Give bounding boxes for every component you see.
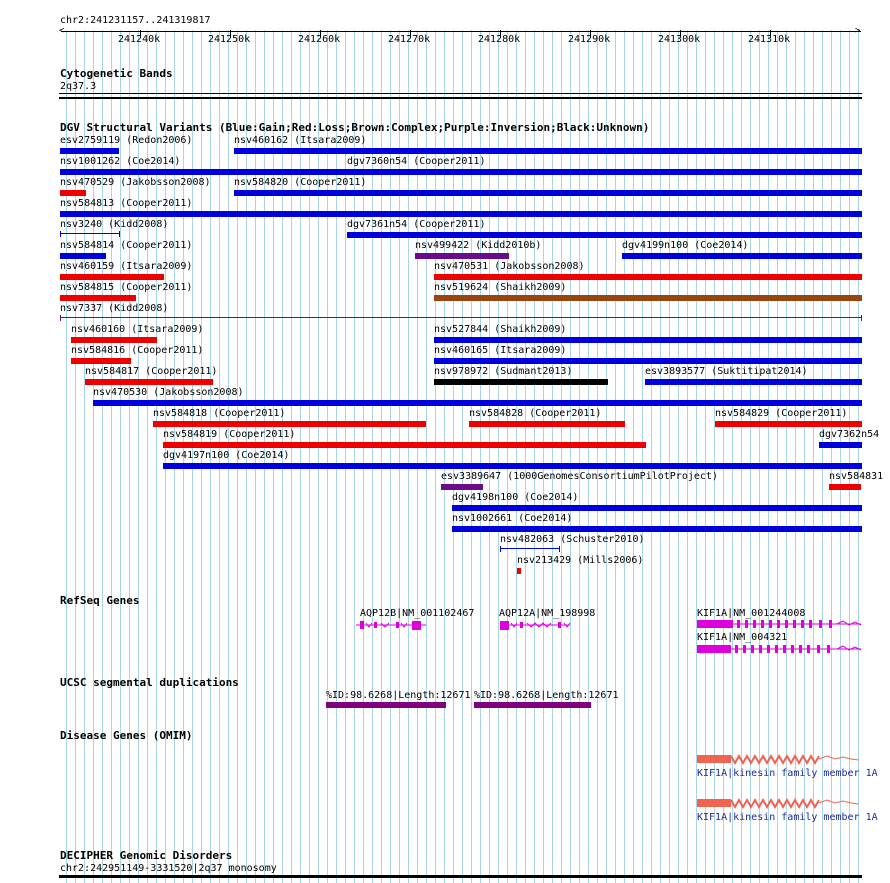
cytoband-track-title[interactable]: Cytogenetic Bands <box>60 67 173 80</box>
dgv-variant-bar[interactable] <box>85 379 213 385</box>
cytoband-line-bottom <box>59 97 862 99</box>
omim-label[interactable]: KIF1A|kinesin family member 1A <box>697 768 878 779</box>
dgv-variant-bar[interactable] <box>71 358 131 364</box>
cytoband-line-top <box>59 93 862 94</box>
ruler-tick-label: 241260k <box>298 34 341 45</box>
dgv-variant-label[interactable]: nsv584817 (Cooper2011) <box>85 366 218 377</box>
dgv-variant-label[interactable]: nsv470529 (Jakobsson2008) <box>60 177 211 188</box>
dgv-variant-label[interactable]: dgv4198n100 (Coe2014) <box>452 492 579 503</box>
dgv-variant-bar[interactable] <box>415 253 509 259</box>
dgv-variant-label[interactable]: nsv482063 (Schuster2010) <box>500 534 645 545</box>
dgv-variant-label[interactable]: nsv470531 (Jakobsson2008) <box>434 261 585 272</box>
dgv-variant-line[interactable] <box>60 315 862 321</box>
dgv-variant-bar[interactable] <box>452 526 862 532</box>
dgv-variant-label[interactable]: nsv584828 (Cooper2011) <box>469 408 602 419</box>
dgv-variant-label[interactable]: nsv584816 (Cooper2011) <box>71 345 204 356</box>
omim-label[interactable]: KIF1A|kinesin family member 1A <box>697 812 878 823</box>
ruler-line <box>61 31 861 32</box>
dgv-variant-label[interactable]: nsv213429 (Mills2006) <box>517 555 644 566</box>
dgv-variant-bar[interactable] <box>60 211 862 217</box>
dgv-variant-label[interactable]: nsv3240 (Kidd2008) <box>60 219 169 230</box>
dgv-variant-label[interactable]: nsv584815 (Cooper2011) <box>60 282 193 293</box>
dgv-variant-label[interactable]: nsv584831 <box>829 471 884 482</box>
omim-gene-glyph[interactable] <box>697 753 862 765</box>
dgv-variant-label[interactable]: nsv1001262 (Coe2014) <box>60 156 181 167</box>
refseq-gene-kif1a-2[interactable] <box>697 643 862 655</box>
dgv-variant-label[interactable]: nsv519624 (Shaikh2009) <box>434 282 567 293</box>
refseq-gene-aqp12b[interactable] <box>354 618 434 632</box>
dgv-variant-label[interactable]: nsv527844 (Shaikh2009) <box>434 324 567 335</box>
dgv-variant-bar[interactable] <box>819 442 862 448</box>
segdup-label[interactable]: %ID:98.6268|Length:12671 <box>326 690 471 701</box>
refseq-gene-aqp12a[interactable] <box>498 618 578 632</box>
dgv-variant-bar[interactable] <box>434 358 862 364</box>
dgv-variant-bar[interactable] <box>434 337 862 343</box>
dgv-variant-bar[interactable] <box>163 463 862 469</box>
segdup-track-title[interactable]: UCSC segmental duplications <box>60 676 239 689</box>
ruler-tick-label: 241290k <box>568 34 611 45</box>
dgv-variant-label[interactable]: dgv4197n100 (Coe2014) <box>163 450 290 461</box>
dgv-variant-label[interactable]: nsv584819 (Cooper2011) <box>163 429 296 440</box>
dgv-variant-bar[interactable] <box>434 295 862 301</box>
dgv-variant-label[interactable]: nsv1002661 (Coe2014) <box>452 513 573 524</box>
dgv-variant-label[interactable]: nsv978972 (Sudmant2013) <box>434 366 573 377</box>
dgv-variant-bar[interactable] <box>441 484 483 490</box>
dgv-variant-bar[interactable] <box>715 421 862 427</box>
dgv-variant-label[interactable]: nsv584813 (Cooper2011) <box>60 198 193 209</box>
dgv-variant-bar[interactable] <box>234 190 862 196</box>
dgv-variant-bar[interactable] <box>60 169 862 175</box>
refseq-gene-label[interactable]: AQP12A|NM_198998 <box>499 608 596 619</box>
dgv-variant-label[interactable]: dgv7361n54 (Cooper2011) <box>347 219 486 230</box>
decipher-track-title[interactable]: DECIPHER Genomic Disorders <box>60 849 233 862</box>
omim-gene-glyph[interactable] <box>697 797 862 809</box>
dgv-variant-bar[interactable] <box>452 505 862 511</box>
dgv-variant-bar[interactable] <box>60 274 164 280</box>
segdup-bar[interactable] <box>326 702 446 708</box>
dgv-variant-bar[interactable] <box>434 379 608 385</box>
dgv-variant-label[interactable]: dgv4199n100 (Coe2014) <box>622 240 749 251</box>
dgv-variant-label[interactable]: nsv460159 (Itsara2009) <box>60 261 193 272</box>
ruler-tick-label: 241310k <box>748 34 791 45</box>
refseq-gene-label[interactable]: KIF1A|NM_001244008 <box>697 608 806 619</box>
decipher-label[interactable]: chr2:242951149-3331520|2q37 monosomy <box>60 863 277 874</box>
ruler-tick-label: 241240k <box>118 34 161 45</box>
refseq-gene-label[interactable]: KIF1A|NM_004321 <box>697 632 788 643</box>
dgv-variant-label[interactable]: nsv7337 (Kidd2008) <box>60 303 169 314</box>
dgv-variant-bar[interactable] <box>60 190 86 196</box>
ruler-left-arrow-icon: < <box>59 26 65 36</box>
decipher-bar[interactable] <box>59 875 862 878</box>
dgv-variant-label[interactable]: nsv584814 (Cooper2011) <box>60 240 193 251</box>
ruler-right-arrow-icon: > <box>855 26 861 36</box>
refseq-gene-kif1a-1[interactable] <box>697 618 862 630</box>
dgv-variant-bar[interactable] <box>622 253 862 259</box>
ruler-location: chr2:241231157..241319817 <box>60 15 211 26</box>
ruler-tick-label: 241270k <box>388 34 431 45</box>
dgv-track-title[interactable]: DGV Structural Variants (Blue:Gain;Red:Loss;Brown:Complex;Purple:Inversion;Black:Unknown) <box>60 121 650 134</box>
dgv-variant-label[interactable]: nsv470530 (Jakobsson2008) <box>93 387 244 398</box>
dgv-variant-bar[interactable] <box>829 484 861 490</box>
ruler-tick-label: 241300k <box>658 34 701 45</box>
cytoband-label: 2q37.3 <box>60 81 97 92</box>
dgv-variant-label[interactable]: dgv7362n54 <box>819 429 880 440</box>
dgv-variant-bar[interactable] <box>71 337 157 343</box>
dgv-variant-bar[interactable] <box>60 295 136 301</box>
dgv-variant-label[interactable]: dgv7360n54 (Cooper2011) <box>347 156 486 167</box>
dgv-variant-label[interactable]: nsv499422 (Kidd2010b) <box>415 240 542 251</box>
dgv-variant-label[interactable]: esv3389647 (1000GenomesConsortiumPilotProject) <box>441 471 718 482</box>
ruler-tick-label: 241280k <box>478 34 521 45</box>
dgv-variant-bar[interactable] <box>163 442 646 448</box>
dgv-variant-label[interactable]: nsv584820 (Cooper2011) <box>234 177 367 188</box>
omim-track-title[interactable]: Disease Genes (OMIM) <box>60 729 193 742</box>
refseq-gene-label[interactable]: AQP12B|NM_001102467 <box>360 608 475 619</box>
dgv-variant-label[interactable]: nsv460160 (Itsara2009) <box>71 324 204 335</box>
refseq-track-title[interactable]: RefSeq Genes <box>60 594 140 607</box>
dgv-variant-bar[interactable] <box>60 253 106 259</box>
dgv-variant-bar[interactable] <box>60 148 119 154</box>
dgv-variant-bar[interactable] <box>469 421 625 427</box>
dgv-variant-line[interactable] <box>60 231 120 237</box>
dgv-variant-label[interactable]: esv3893577 (Suktitipat2014) <box>645 366 808 377</box>
dgv-variant-label[interactable]: nsv460165 (Itsara2009) <box>434 345 567 356</box>
dgv-variant-label[interactable]: nsv584829 (Cooper2011) <box>715 408 848 419</box>
dgv-variant-label[interactable]: esv2759119 (Redon2006) <box>60 135 193 146</box>
dgv-variant-bar[interactable] <box>93 400 862 406</box>
dgv-variant-label[interactable]: nsv460162 (Itsara2009) <box>234 135 367 146</box>
dgv-variant-label[interactable]: nsv584818 (Cooper2011) <box>153 408 286 419</box>
segdup-label[interactable]: %ID:98.6268|Length:12671 <box>474 690 619 701</box>
ruler-tick-label: 241250k <box>208 34 251 45</box>
dgv-variant-bar[interactable] <box>153 421 426 427</box>
dgv-variant-bar[interactable] <box>234 148 862 154</box>
segdup-bar[interactable] <box>474 702 591 708</box>
dgv-variant-line[interactable] <box>500 546 560 552</box>
dgv-variant-bar[interactable] <box>347 232 862 238</box>
dgv-variant-bar[interactable] <box>434 274 862 280</box>
dgv-variant-bar[interactable] <box>517 568 521 574</box>
dgv-variant-bar[interactable] <box>645 379 862 385</box>
